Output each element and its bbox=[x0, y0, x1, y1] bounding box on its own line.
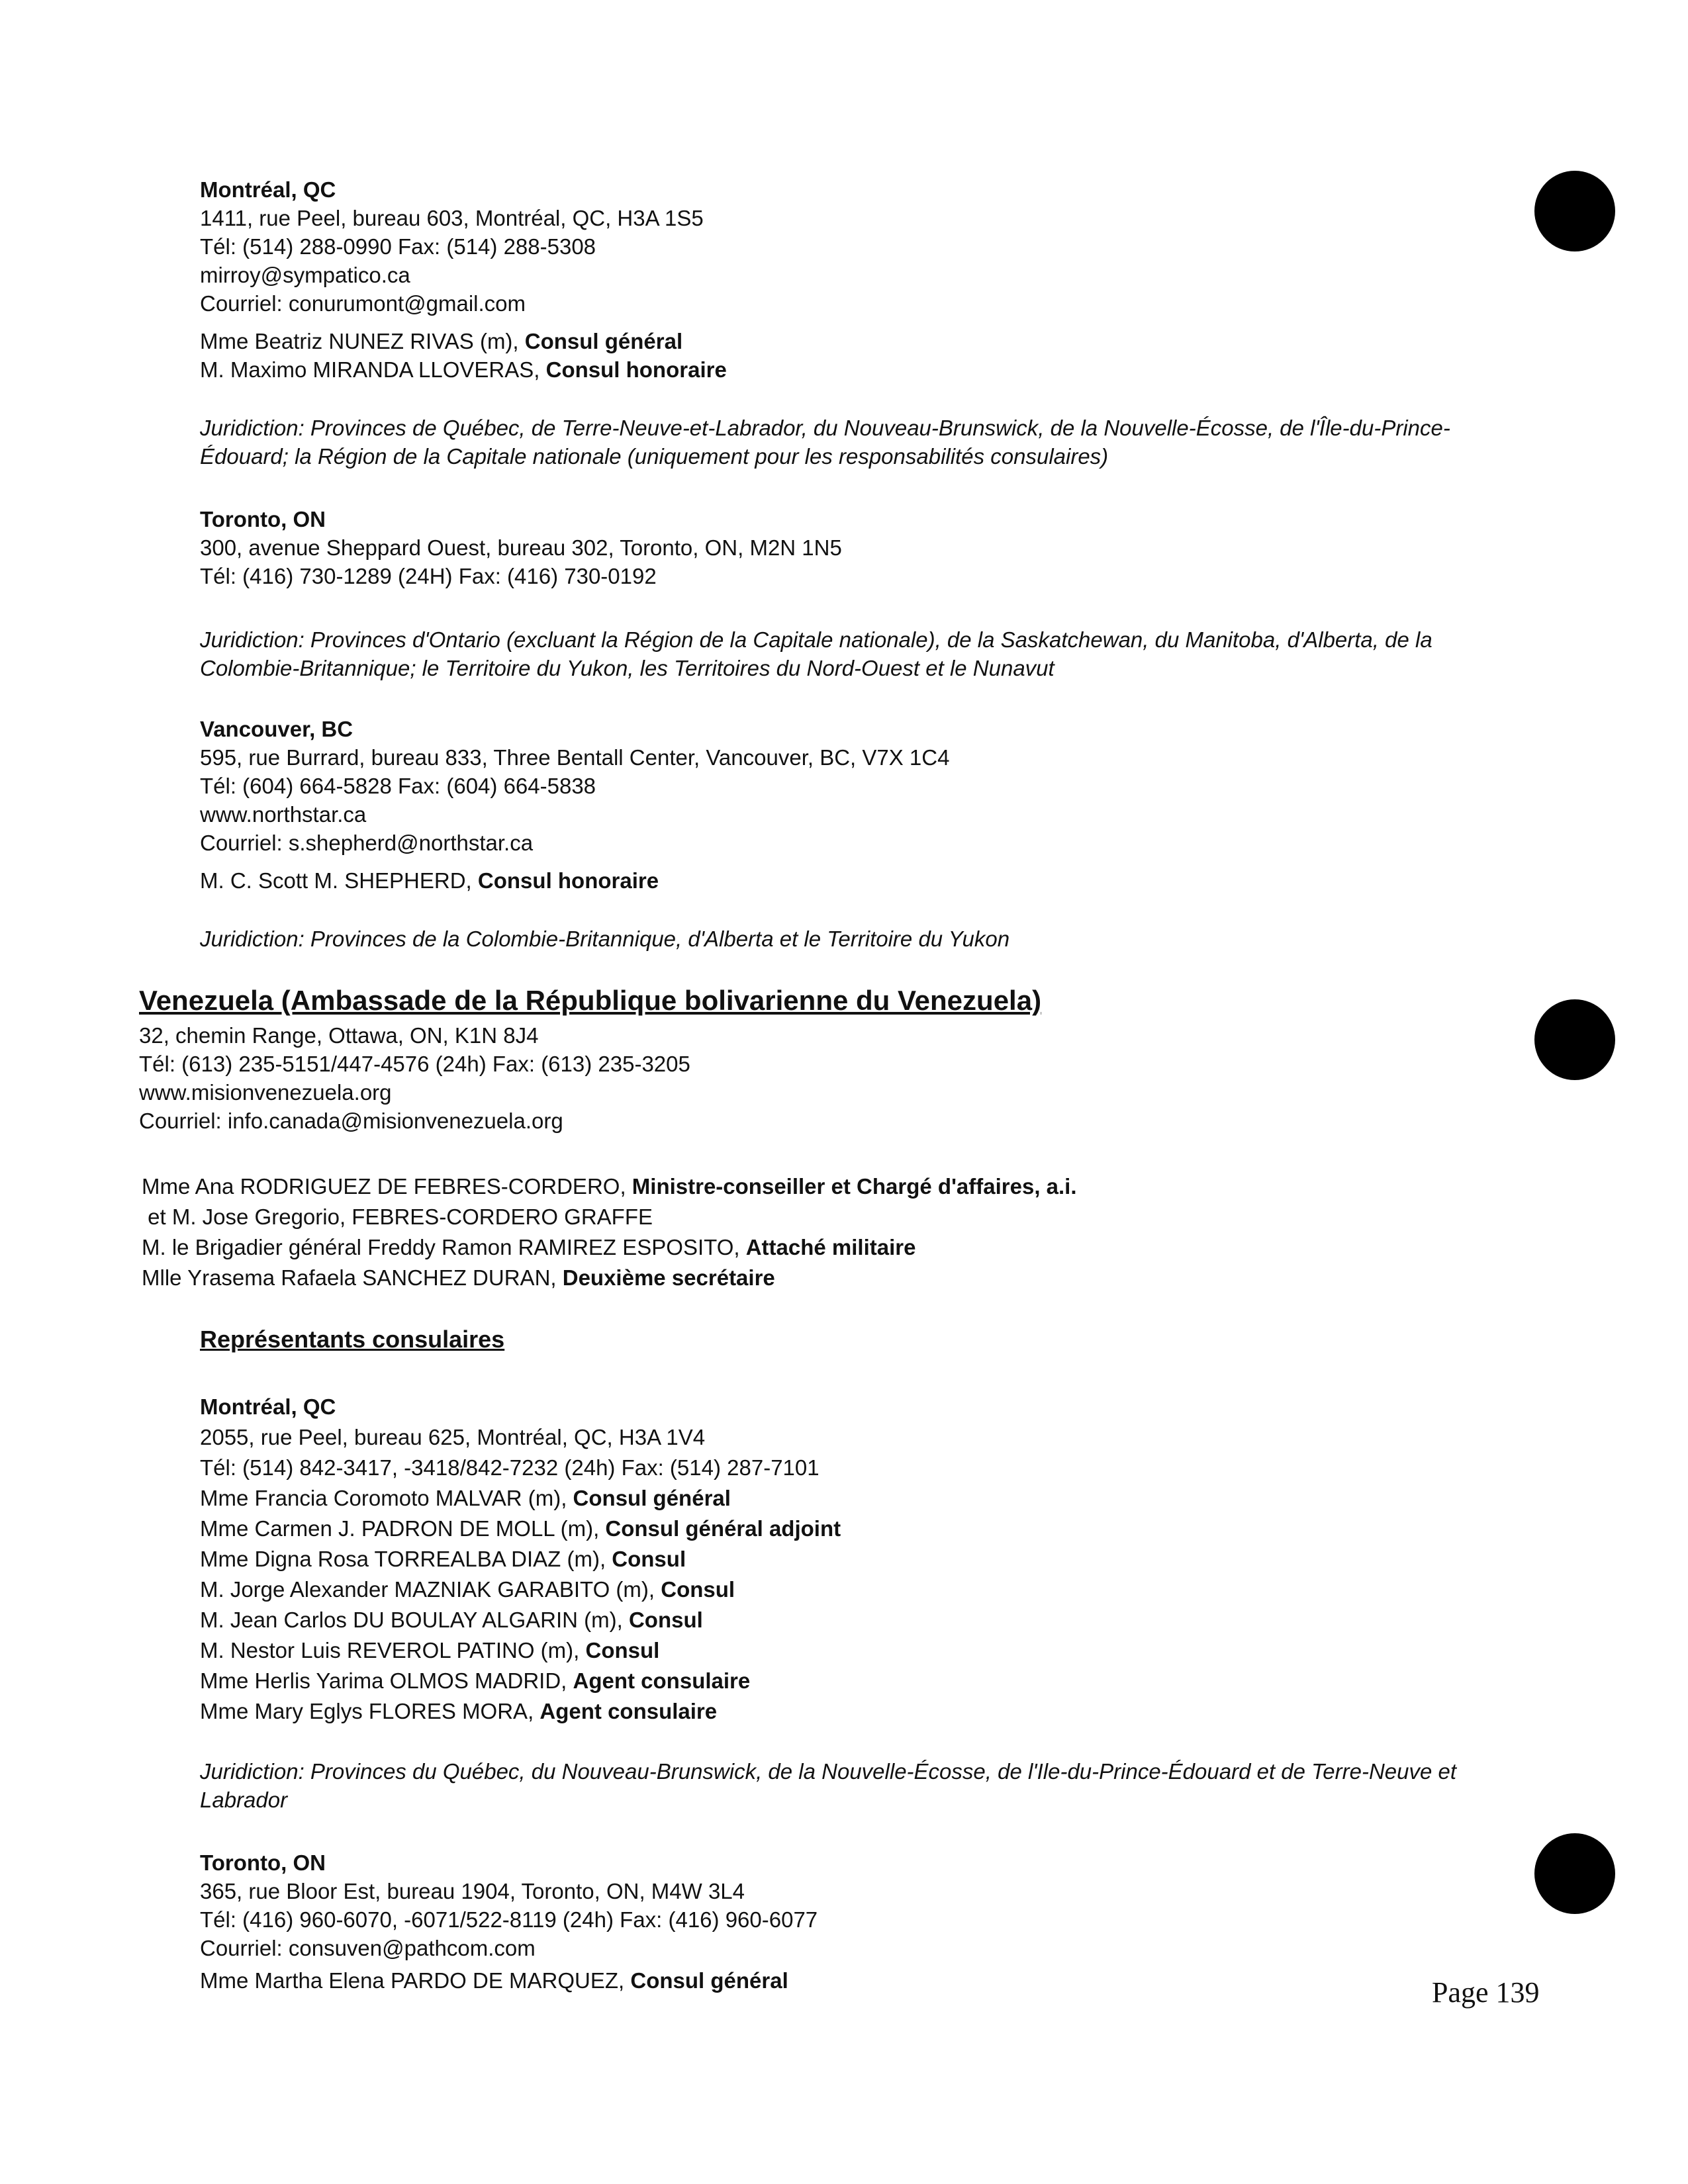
address: 300, avenue Sheppard Ouest, bureau 302, Toronto, ON, M2N 1N5 bbox=[200, 535, 842, 560]
montreal-block bbox=[200, 175, 727, 384]
punch-hole-bottom bbox=[1534, 1833, 1615, 1914]
address: 1411, rue Peel, bureau 603, Montréal, QC, H3A 1S5 bbox=[200, 206, 704, 230]
person-entry: Mme Martha Elena PARDO DE MARQUEZ, Consul général bbox=[200, 1968, 788, 1993]
staff-entry: Mlle Yrasema Rafaela SANCHEZ DURAN, Deuxième secrétaire bbox=[142, 1265, 775, 1290]
person-title: Agent consulaire bbox=[539, 1699, 718, 1723]
montreal-consulate-block bbox=[200, 1392, 841, 1727]
phone: Tél: (613) 235-5151/447-4576 (24h) Fax: (613) 235-3205 bbox=[139, 1052, 690, 1076]
city-heading: Vancouver, BC bbox=[200, 717, 353, 741]
jurisdiction-text: Juridiction: Provinces d'Ontario (excluant la Région de la Capitale nationale), de la Saskatchewan, du Manitoba, d'Alberta, de la Colombie-Britannique; le Territoire du Yukon, les Territoires du Nord-Ouest et le Nunavut bbox=[200, 627, 1432, 680]
jurisdiction-block bbox=[200, 925, 1497, 953]
toronto-consulate-block bbox=[200, 1848, 818, 1995]
email: Courriel: info.canada@misionvenezuela.org bbox=[139, 1109, 563, 1133]
email: mirroy@sympatico.ca bbox=[200, 263, 410, 287]
phone: Tél: (514) 842-3417, -3418/842-7232 (24h) Fax: (514) 287-7101 bbox=[200, 1455, 820, 1480]
address: 32, chemin Range, Ottawa, ON, K1N 8J4 bbox=[139, 1023, 539, 1048]
person-title: Consul honoraire bbox=[545, 357, 727, 382]
address: 2055, rue Peel, bureau 625, Montréal, QC, H3A 1V4 bbox=[200, 1425, 706, 1449]
jurisdiction-text: Juridiction: Provinces de Québec, de Terre-Neuve-et-Labrador, du Nouveau-Brunswick, de la Nouvelle-Écosse, de l'Île-du-Prince-Édouard; la Région de la Capitale nationale (uniquement pour les responsabilités consulaires) bbox=[200, 416, 1450, 469]
website: www.northstar.ca bbox=[200, 802, 367, 827]
jurisdiction-block bbox=[200, 414, 1497, 471]
punch-hole-top bbox=[1534, 171, 1615, 251]
embassy-staff-block bbox=[142, 1171, 1077, 1293]
person-entry: Mme Francia Coromoto MALVAR (m), Consul général bbox=[200, 1486, 731, 1510]
person-entry: Mme Herlis Yarima OLMOS MADRID, Agent consulaire bbox=[200, 1668, 751, 1693]
person-entry: Mme Carmen J. PADRON DE MOLL (m), Consul général adjoint bbox=[200, 1516, 841, 1541]
person-entry: M. Maximo MIRANDA LLOVERAS, Consul honoraire bbox=[200, 357, 727, 382]
staff-entry: Mme Ana RODRIGUEZ DE FEBRES-CORDERO, Ministre-conseiller et Chargé d'affaires, a.i. bbox=[142, 1174, 1077, 1199]
person-title: Consul général bbox=[630, 1968, 788, 1993]
country-heading: Venezuela (Ambassade de la République bolivarienne du Venezuela) bbox=[139, 985, 1042, 1016]
person-title: Consul bbox=[628, 1608, 703, 1632]
person-title: Consul bbox=[661, 1577, 735, 1602]
city-heading: Montréal, QC bbox=[200, 1394, 336, 1419]
person-title: Consul général bbox=[524, 329, 683, 353]
punch-hole-middle bbox=[1534, 999, 1615, 1080]
person-title: Consul général adjoint bbox=[605, 1516, 841, 1541]
city-heading: Montréal, QC bbox=[200, 177, 336, 202]
address: 365, rue Bloor Est, bureau 1904, Toronto, ON, M4W 3L4 bbox=[200, 1879, 745, 1903]
address: 595, rue Burrard, bureau 833, Three Bentall Center, Vancouver, BC, V7X 1C4 bbox=[200, 745, 950, 770]
person-entry: M. Jorge Alexander MAZNIAK GARABITO (m), Consul bbox=[200, 1577, 735, 1602]
phone: Tél: (416) 730-1289 (24H) Fax: (416) 730-0192 bbox=[200, 564, 657, 588]
email: Courriel: s.shepherd@northstar.ca bbox=[200, 831, 534, 855]
city-heading: Toronto, ON bbox=[200, 1850, 326, 1875]
jurisdiction-text: Juridiction: Provinces du Québec, du Nouveau-Brunswick, de la Nouvelle-Écosse, de l'Ile-du-Prince-Édouard et de Terre-Neuve et Labrador bbox=[200, 1759, 1457, 1812]
person-title: Consul bbox=[585, 1638, 660, 1662]
jurisdiction-text: Juridiction: Provinces de la Colombie-Britannique, d'Alberta et le Territoire du Yukon bbox=[200, 927, 1010, 951]
website: www.misionvenezuela.org bbox=[139, 1080, 392, 1105]
page-number: Page 139 bbox=[1432, 1976, 1540, 2009]
staff-title: Ministre-conseiller et Chargé d'affaires, a.i. bbox=[632, 1174, 1077, 1199]
person-title: Consul bbox=[612, 1547, 686, 1571]
consular-heading: Représentants consulaires bbox=[200, 1326, 505, 1353]
phone: Tél: (514) 288-0990 Fax: (514) 288-5308 bbox=[200, 234, 596, 259]
staff-title: Attaché militaire bbox=[745, 1235, 916, 1259]
jurisdiction-block bbox=[200, 1757, 1497, 1814]
staff-title: Deuxième secrétaire bbox=[562, 1265, 775, 1290]
staff-spouse: et M. Jose Gregorio, FEBRES-CORDERO GRAFFE bbox=[142, 1205, 653, 1229]
person-entry: M. C. Scott M. SHEPHERD, Consul honoraire bbox=[200, 868, 659, 893]
phone: Tél: (604) 664-5828 Fax: (604) 664-5838 bbox=[200, 774, 596, 798]
person-title: Consul honoraire bbox=[477, 868, 659, 893]
email: Courriel: conurumont@gmail.com bbox=[200, 291, 526, 316]
embassy-contact-block bbox=[139, 1021, 690, 1135]
person-entry: Mme Beatriz NUNEZ RIVAS (m), Consul général bbox=[200, 329, 683, 353]
phone: Tél: (416) 960-6070, -6071/522-8119 (24h) Fax: (416) 960-6077 bbox=[200, 1907, 818, 1932]
city-heading: Toronto, ON bbox=[200, 507, 326, 531]
person-entry: Mme Mary Eglys FLORES MORA, Agent consulaire bbox=[200, 1699, 718, 1723]
person-entry: M. Jean Carlos DU BOULAY ALGARIN (m), Consul bbox=[200, 1608, 703, 1632]
staff-entry: M. le Brigadier général Freddy Ramon RAMIREZ ESPOSITO, Attaché militaire bbox=[142, 1235, 916, 1259]
person-title: Consul général bbox=[573, 1486, 731, 1510]
person-entry: Mme Digna Rosa TORREALBA DIAZ (m), Consul bbox=[200, 1547, 686, 1571]
person-entry: M. Nestor Luis REVEROL PATINO (m), Consul bbox=[200, 1638, 660, 1662]
email: Courriel: consuven@pathcom.com bbox=[200, 1936, 536, 1960]
jurisdiction-block bbox=[200, 625, 1497, 682]
person-title: Agent consulaire bbox=[573, 1668, 751, 1693]
toronto-block bbox=[200, 505, 842, 590]
vancouver-block bbox=[200, 715, 949, 895]
